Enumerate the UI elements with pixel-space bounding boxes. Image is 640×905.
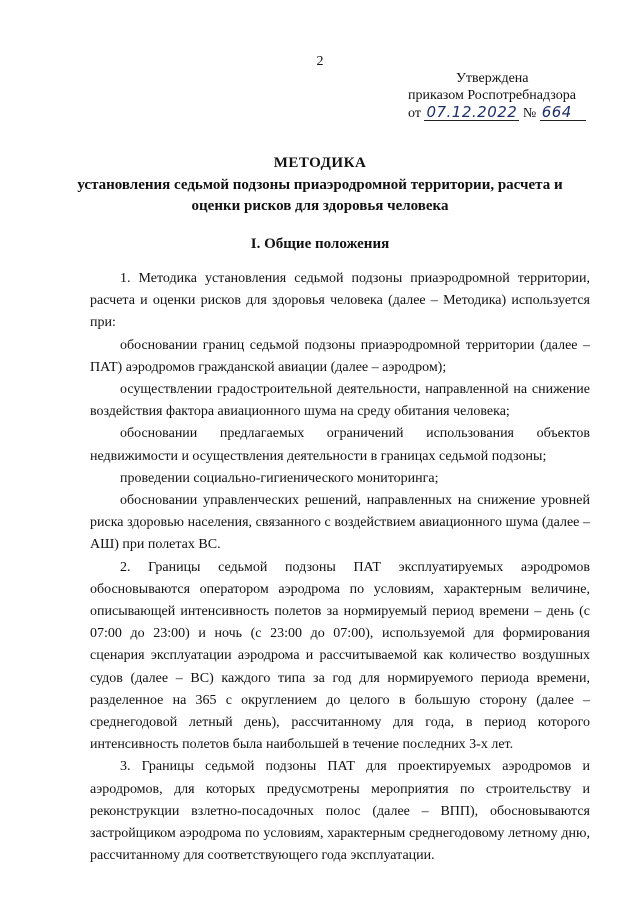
handwritten-number: 664 [540,104,586,121]
page-number: 2 [316,54,324,69]
paragraph: проведении социально-гигиенического мониторинга; [120,470,439,486]
approval-date-number [398,104,598,122]
document-subtitle-line-1: установления седьмой подзоны приаэродромной территории, расчета и [77,177,563,193]
body-text [90,268,590,867]
paragraph: осуществлении градостроительной деятельности, направленной на снижение воздействия фактора авиационного шума на среду обитания человека; [90,382,590,420]
paragraph: 2. Границы седьмой подзоны ПАТ эксплуатируемых аэродромов обосновываются оператором аэродрома по условиям, характерным величине, описывающей интенсивность полетов за нормируемый период времени – день (с 07:00 до 23:00) и ночь (с 23:00 до 07:00), используемой для формирования сценария эксплуатации аэродрома и рассчитываемой как количество воздушных судов (далее – ВС) каждого типа за год для нормируемого периода времени, разделенное на 365 с округлением до целого в большую сторону (далее – среднегодовой летный день), рассчитанному для года, в период которого интенсивность полетов была наибольшей в течение последних 3-х лет. [90,559,590,753]
document-title: МЕТОДИКА [273,155,367,171]
approval-block [398,70,598,122]
paragraph: обосновании границ седьмой подзоны приаэродромной территории (далее – ПАТ) аэродромов гражданской авиации (далее – аэродром); [90,337,590,375]
document-subtitle-line-2: оценки рисков для здоровья человека [191,198,449,214]
approval-number-label: № [522,106,537,121]
section-heading: I. Общие положения [250,236,390,252]
approval-from-label: от [408,106,421,121]
paragraph: 1. Методика установления седьмой подзоны приаэродромной территории, расчета и оценки рисков для здоровья человека (далее – Методика) используется при: [90,271,590,331]
paragraph: обосновании управленческих решений, направленных на снижение уровней риска здоровью населения, связанного с воздействием авиационного шума (далее – АШ) при полетах ВС. [90,493,590,553]
approval-status: Утверждена [456,71,529,86]
paragraph: 3. Границы седьмой подзоны ПАТ для проектируемых аэродромов и аэродромов, для которых предусмотрены мероприятия по строительству и реконструкции взлетно-посадочных полос (далее – ВПП), обосновываются застройщиком аэродрома по условиям, характерным среднегодовому летному дню, рассчитанному для соответствующего года эксплуатации. [90,759,590,864]
handwritten-date: 07.12.2022 [426,103,518,121]
paragraph: обосновании предлагаемых ограничений использования объектов недвижимости и осуществления деятельности в границах седьмой подзоны; [90,426,590,464]
approval-order: приказом Роспотребнадзора [408,88,576,103]
